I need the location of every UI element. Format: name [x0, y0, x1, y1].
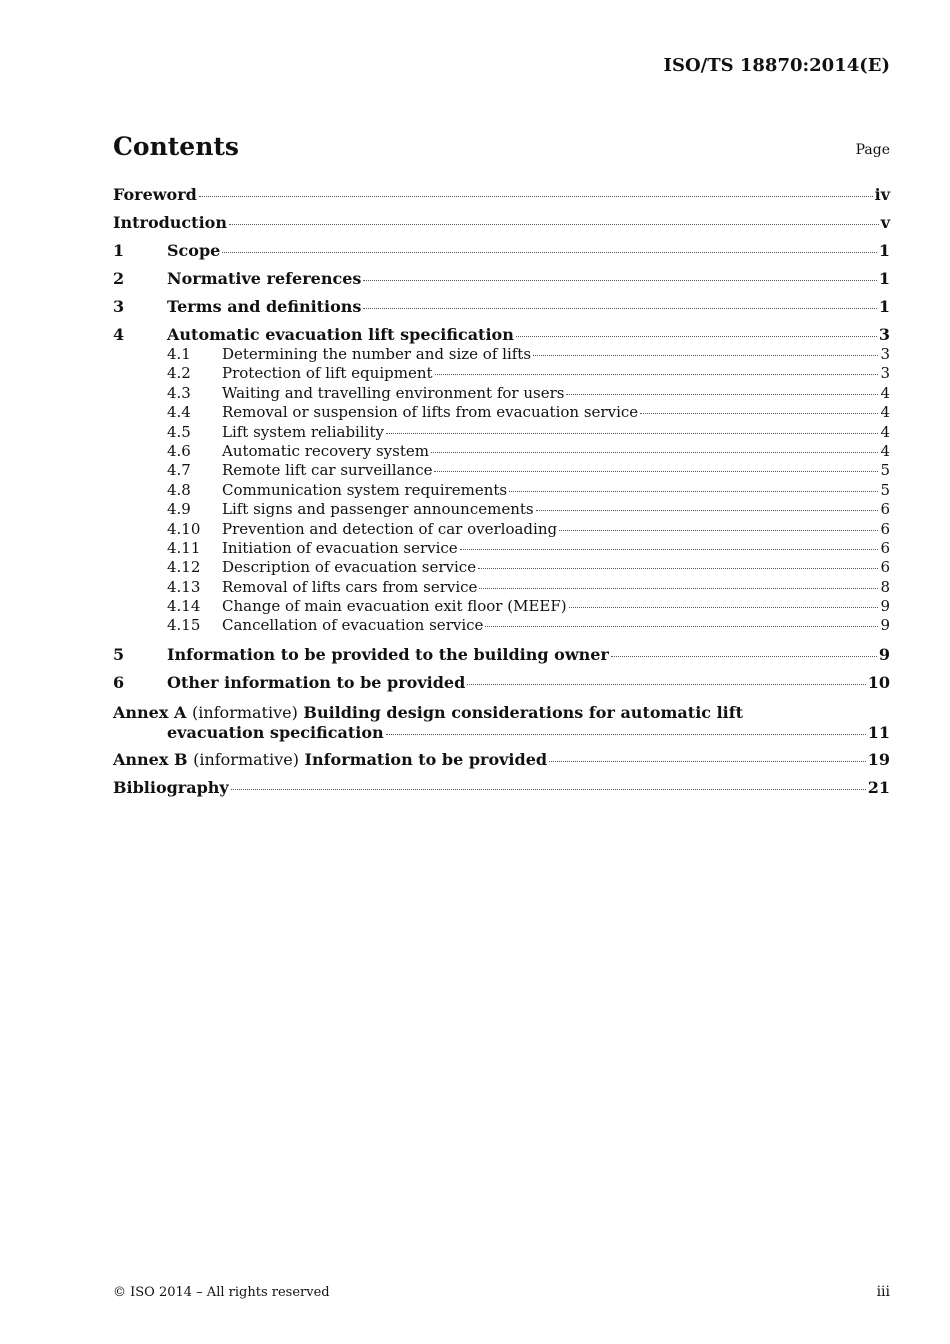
toc-entry-clause-5[interactable]: 5 Information to be provided to the building owner 9: [113, 644, 890, 664]
toc-entry-4-14[interactable]: 4.14 Change of main evacuation exit floor (MEEF) 9: [167, 597, 890, 616]
toc-entry-4-4[interactable]: 4.4 Removal or suspension of lifts from evacuation service 4: [167, 403, 890, 422]
toc-entry-clause-4[interactable]: 4 Automatic evacuation lift specification 3: [113, 325, 890, 344]
toc-entry-annex-b[interactable]: Annex B (informative) Information to be provided 19: [113, 749, 890, 769]
toc-entry-4-2[interactable]: 4.2 Protection of lift equipment 3: [167, 364, 890, 383]
toc-entry-4-7[interactable]: 4.7 Remote lift car surveillance 5: [167, 461, 890, 480]
toc-entry-clause-2[interactable]: 2 Normative references 1: [113, 269, 890, 288]
page-column-label: Page: [855, 142, 890, 158]
table-of-contents: [113, 185, 890, 806]
copyright-notice: © ISO 2014 – All rights reserved: [113, 1285, 330, 1300]
toc-entry-4-5[interactable]: 4.5 Lift system reliability 4: [167, 422, 890, 441]
toc-entry-foreword[interactable]: Foreword iv: [113, 185, 890, 204]
document-id: ISO/TS 18870:2014(E): [663, 55, 890, 76]
toc-entry-4-9[interactable]: 4.9 Lift signs and passenger announcements 6: [167, 500, 890, 519]
toc-entry-4-8[interactable]: 4.8 Communication system requirements 5: [167, 480, 890, 499]
toc-entry-4-13[interactable]: 4.13 Removal of lifts cars from service 8: [167, 577, 890, 596]
toc-entry-4-12[interactable]: 4.12 Description of evacuation service 6: [167, 558, 890, 577]
toc-entry-clause-1[interactable]: 1 Scope 1: [113, 241, 890, 260]
toc-entry-bibliography[interactable]: Bibliography 21: [113, 777, 890, 797]
toc-entry-introduction[interactable]: Introduction v: [113, 213, 890, 232]
toc-entry-annex-a[interactable]: Annex A (informative) Building design considerations for automatic lift evacuation specification 11: [113, 702, 890, 742]
toc-entry-4-15[interactable]: 4.15 Cancellation of evacuation service 9: [167, 616, 890, 635]
toc-entry-clause-3[interactable]: 3 Terms and definitions 1: [113, 297, 890, 316]
toc-entry-4-10[interactable]: 4.10 Prevention and detection of car overloading 6: [167, 519, 890, 538]
page-number: iii: [876, 1284, 890, 1300]
toc-entry-4-3[interactable]: 4.3 Waiting and travelling environment for users 4: [167, 383, 890, 402]
toc-entry-clause-6[interactable]: 6 Other information to be provided 10: [113, 672, 890, 692]
toc-entry-4-11[interactable]: 4.11 Initiation of evacuation service 6: [167, 538, 890, 557]
toc-entry-4-1[interactable]: 4.1 Determining the number and size of lifts 3: [167, 345, 890, 363]
contents-title: Contents: [113, 132, 240, 161]
toc-entry-4-6[interactable]: 4.6 Automatic recovery system 4: [167, 441, 890, 460]
